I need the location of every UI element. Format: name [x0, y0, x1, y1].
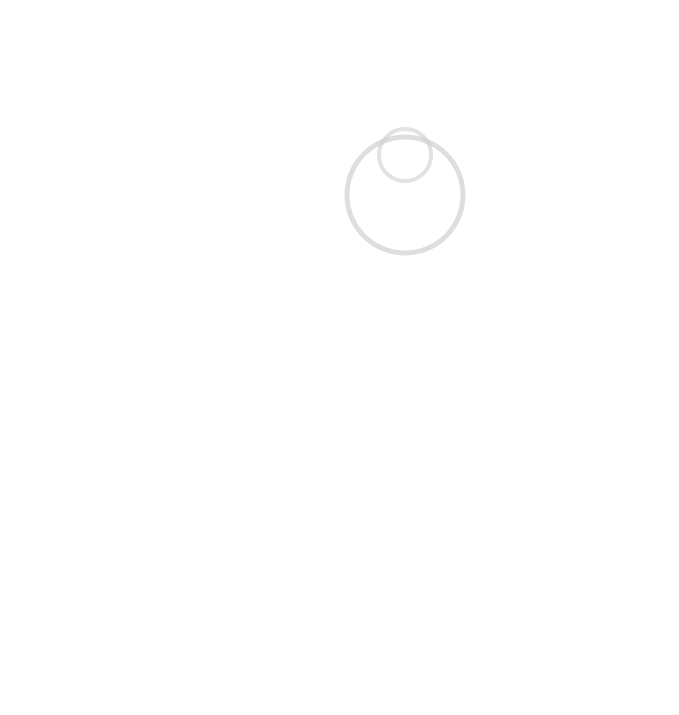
well-log-image	[0, 30, 679, 698]
watermark-seal	[347, 129, 463, 253]
